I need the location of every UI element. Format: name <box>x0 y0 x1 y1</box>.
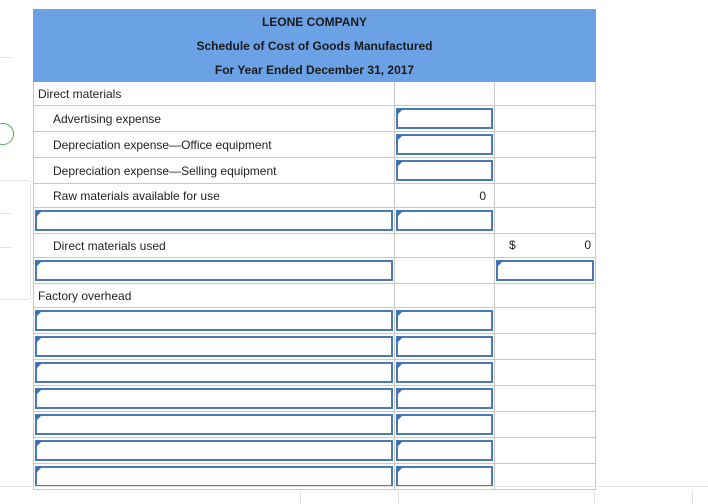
company-title: LEONE COMPANY <box>34 10 596 34</box>
page-divider <box>0 486 708 487</box>
label-select[interactable] <box>35 310 393 331</box>
label-select[interactable] <box>35 362 393 383</box>
label-select[interactable] <box>35 260 393 281</box>
raw-available-value: 0 <box>395 184 495 208</box>
amount-input[interactable] <box>396 134 493 155</box>
check-circle-icon <box>0 123 14 145</box>
amount-input[interactable] <box>396 336 493 357</box>
row-dm-used-label: Direct materials used <box>34 234 395 258</box>
footer-divider <box>398 491 399 504</box>
label-select[interactable] <box>35 414 393 435</box>
footer-divider <box>594 491 595 504</box>
amount-input[interactable] <box>396 108 493 129</box>
side-divider <box>0 57 12 58</box>
amount-input[interactable] <box>396 210 493 231</box>
footer-divider <box>692 491 693 504</box>
currency-symbol: $ <box>509 238 516 252</box>
amount-input[interactable] <box>496 260 594 281</box>
amount-input[interactable] <box>396 388 493 409</box>
row-dep-office-label[interactable]: Depreciation expense—Office equipment <box>34 132 395 158</box>
amount-input[interactable] <box>396 440 493 461</box>
section-factory-overhead: Factory overhead <box>34 284 395 308</box>
row-dep-selling-label[interactable]: Depreciation expense—Selling equipment <box>34 158 395 184</box>
amount-input[interactable] <box>396 310 493 331</box>
label-select[interactable] <box>35 466 393 487</box>
amount-input[interactable] <box>396 414 493 435</box>
side-panel <box>0 180 31 300</box>
label-select[interactable] <box>35 336 393 357</box>
schedule-title: Schedule of Cost of Goods Manufactured <box>34 34 596 58</box>
amount-input[interactable] <box>396 160 493 181</box>
row-raw-available-label: Raw materials available for use <box>34 184 395 208</box>
amount-input[interactable] <box>396 466 493 487</box>
footer-divider <box>300 491 301 504</box>
label-select[interactable] <box>35 440 393 461</box>
period-title: For Year Ended December 31, 2017 <box>34 58 596 82</box>
side-divider <box>0 213 12 214</box>
side-divider <box>0 247 12 248</box>
row-advertising-label[interactable]: Advertising expense <box>34 106 395 132</box>
amount-input[interactable] <box>396 362 493 383</box>
section-direct-materials: Direct materials <box>34 82 395 106</box>
label-select[interactable] <box>35 388 393 409</box>
label-select[interactable] <box>35 210 393 231</box>
cogm-schedule-table <box>33 9 596 490</box>
dm-used-value: 0 <box>584 238 591 252</box>
